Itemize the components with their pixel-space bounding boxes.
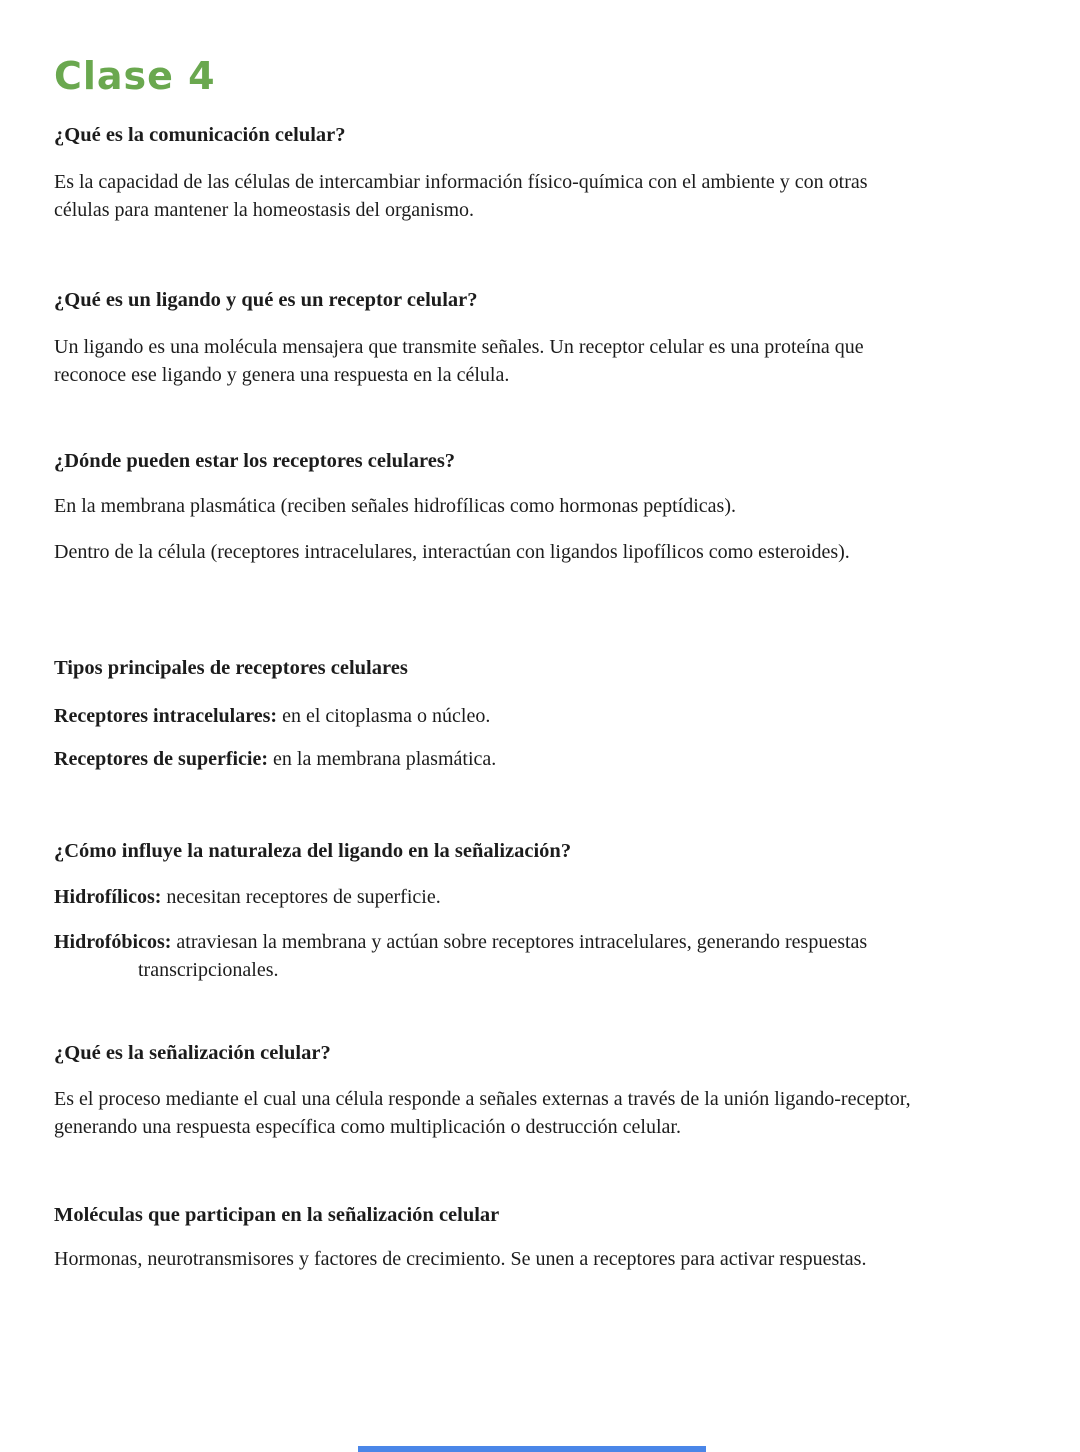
paragraph-line-indented: transcripcionales. bbox=[138, 959, 279, 981]
paragraph bbox=[54, 333, 1020, 389]
definition-text: necesitan receptores de superficie. bbox=[161, 886, 441, 908]
definition-text: en la membrana plasmática. bbox=[268, 748, 497, 770]
section-heading-ligando-receptor: ¿Qué es un ligando y qué es un receptor celular? bbox=[54, 289, 478, 311]
paragraph-line: Es la capacidad de las células de intercambiar información físico-química con el ambiente y con otras bbox=[54, 171, 868, 193]
definition-term: Hidrofílicos: bbox=[54, 886, 162, 908]
page-title: Clase 4 bbox=[54, 54, 216, 98]
section-heading-naturaleza-ligando: ¿Cómo influye la naturaleza del ligando en la señalización? bbox=[54, 840, 572, 862]
section-heading-comunicacion-celular: ¿Qué es la comunicación celular? bbox=[54, 124, 346, 146]
paragraph bbox=[54, 168, 1020, 224]
definition-item bbox=[54, 745, 1020, 773]
definition-term: Receptores de superficie: bbox=[54, 748, 269, 770]
paragraph-line: reconoce ese ligando y genera una respuesta en la célula. bbox=[54, 364, 510, 386]
definition-term: Receptores intracelulares: bbox=[54, 705, 278, 727]
definition-text: atraviesan la membrana y actúan sobre receptores intracelulares, generando respuestas bbox=[171, 931, 868, 953]
paragraph: En la membrana plasmática (reciben señales hidrofílicas como hormonas peptídicas). bbox=[54, 495, 736, 517]
definition-term: Hidrofóbicos: bbox=[54, 931, 172, 953]
paragraph-line: Un ligando es una molécula mensajera que transmite señales. Un receptor celular es una proteína que bbox=[54, 336, 864, 358]
definition-text: en el citoplasma o núcleo. bbox=[277, 705, 491, 727]
paragraph-line: Es el proceso mediante el cual una célula responde a señales externas a través de la unión ligando-receptor, bbox=[54, 1088, 911, 1110]
paragraph bbox=[54, 1085, 1020, 1141]
paragraph-line: generando una respuesta específica como multiplicación o destrucción celular. bbox=[54, 1116, 681, 1138]
paragraph: Dentro de la célula (receptores intracelulares, interactúan con ligandos lipofílicos como esteroides). bbox=[54, 541, 850, 563]
section-heading-donde-receptores: ¿Dónde pueden estar los receptores celulares? bbox=[54, 450, 456, 472]
paragraph-line: células para mantener la homeostasis del organismo. bbox=[54, 199, 475, 221]
document-page bbox=[0, 56, 1080, 1273]
paragraph: Hormonas, neurotransmisores y factores de crecimiento. Se unen a receptores para activar respuestas. bbox=[54, 1248, 867, 1270]
section-heading-moleculas-senalizacion: Moléculas que participan en la señalización celular bbox=[54, 1204, 500, 1226]
definition-item bbox=[54, 928, 1020, 984]
page-bottom-accent-bar bbox=[358, 1446, 706, 1452]
definition-item bbox=[54, 702, 1020, 730]
section-heading-senalizacion-celular: ¿Qué es la señalización celular? bbox=[54, 1042, 331, 1064]
definition-item bbox=[54, 883, 1020, 911]
section-heading-tipos-receptores: Tipos principales de receptores celulares bbox=[54, 657, 408, 679]
